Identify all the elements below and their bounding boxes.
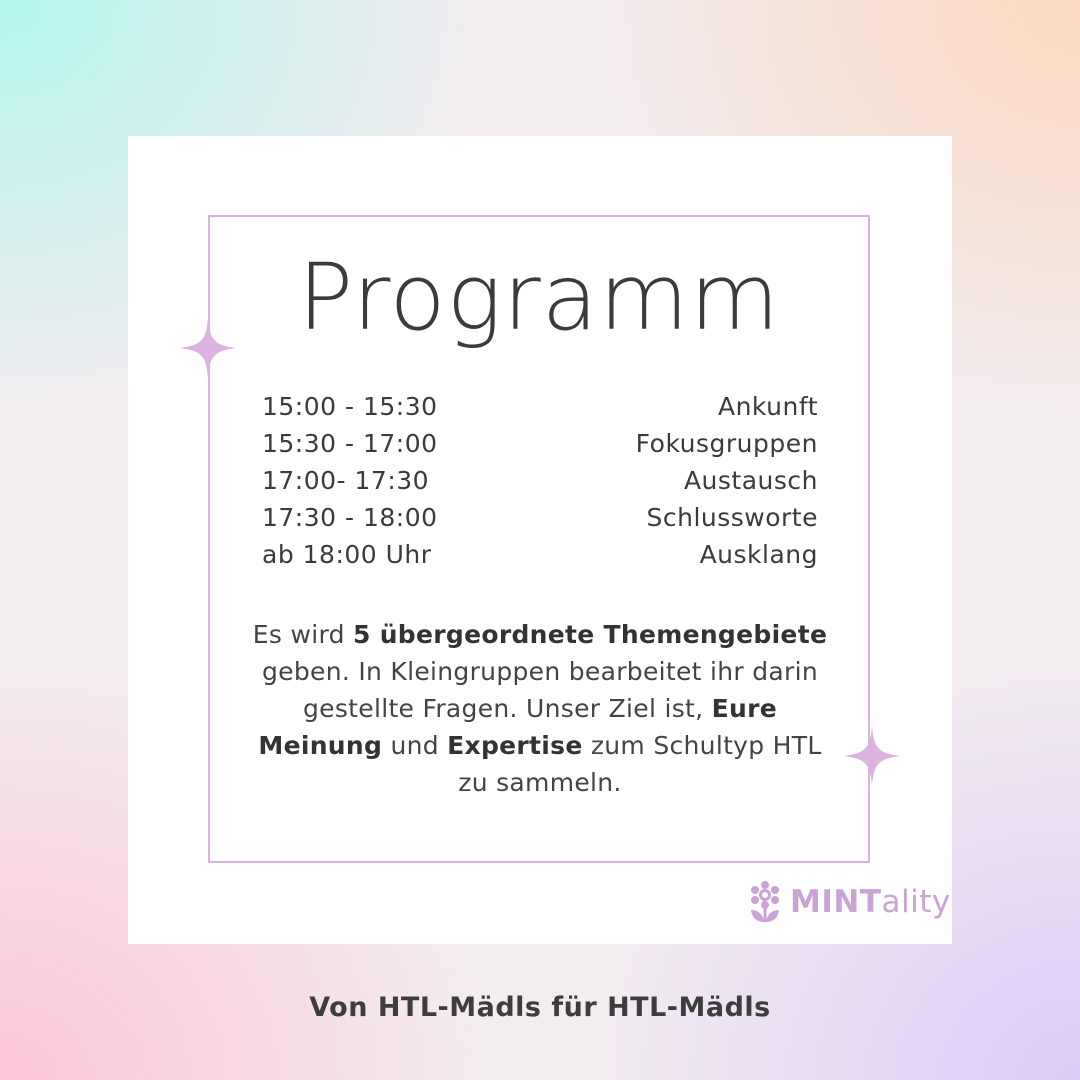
schedule-time: 15:00 - 15:30 — [262, 392, 438, 421]
schedule-time: 17:30 - 18:00 — [262, 503, 438, 532]
description-highlight: Eure Meinung — [258, 694, 777, 760]
schedule-row — [262, 499, 818, 536]
schedule-label: Schlussworte — [646, 503, 818, 532]
brand-logo — [748, 880, 951, 924]
description-highlight: Expertise — [447, 731, 583, 760]
schedule-row — [262, 536, 818, 573]
schedule-label: Austausch — [683, 466, 818, 495]
description-part: zum Schultyp HTL zu sammeln. — [458, 731, 822, 797]
schedule-label: Ausklang — [699, 540, 818, 569]
description-highlight: 5 übergeordnete Themengebiete — [353, 620, 828, 649]
flower-icon — [748, 880, 782, 924]
page-title: Programm — [297, 244, 781, 351]
description-text — [240, 616, 840, 801]
schedule-time: 17:00- 17:30 — [262, 466, 430, 495]
schedule-row — [262, 462, 818, 499]
schedule-time: ab 18:00 Uhr — [262, 540, 432, 569]
footer-tagline: Von HTL-Mädls für HTL-Mädls — [309, 992, 771, 1023]
schedule-row — [262, 388, 818, 425]
schedule-label: Ankunft — [717, 392, 818, 421]
schedule-row — [262, 425, 818, 462]
description-part: geben. In Kleingruppen bearbeitet ihr darin gestellte Fragen. Unser Ziel ist, — [262, 657, 818, 723]
description-part: Es wird — [252, 620, 354, 649]
schedule-list — [262, 388, 818, 573]
schedule-label: Fokusgruppen — [635, 429, 818, 458]
sparkle-icon — [844, 726, 900, 786]
schedule-time: 15:30 - 17:00 — [262, 429, 438, 458]
description-part: und — [382, 731, 448, 760]
brand-name: MINTality — [790, 884, 951, 920]
